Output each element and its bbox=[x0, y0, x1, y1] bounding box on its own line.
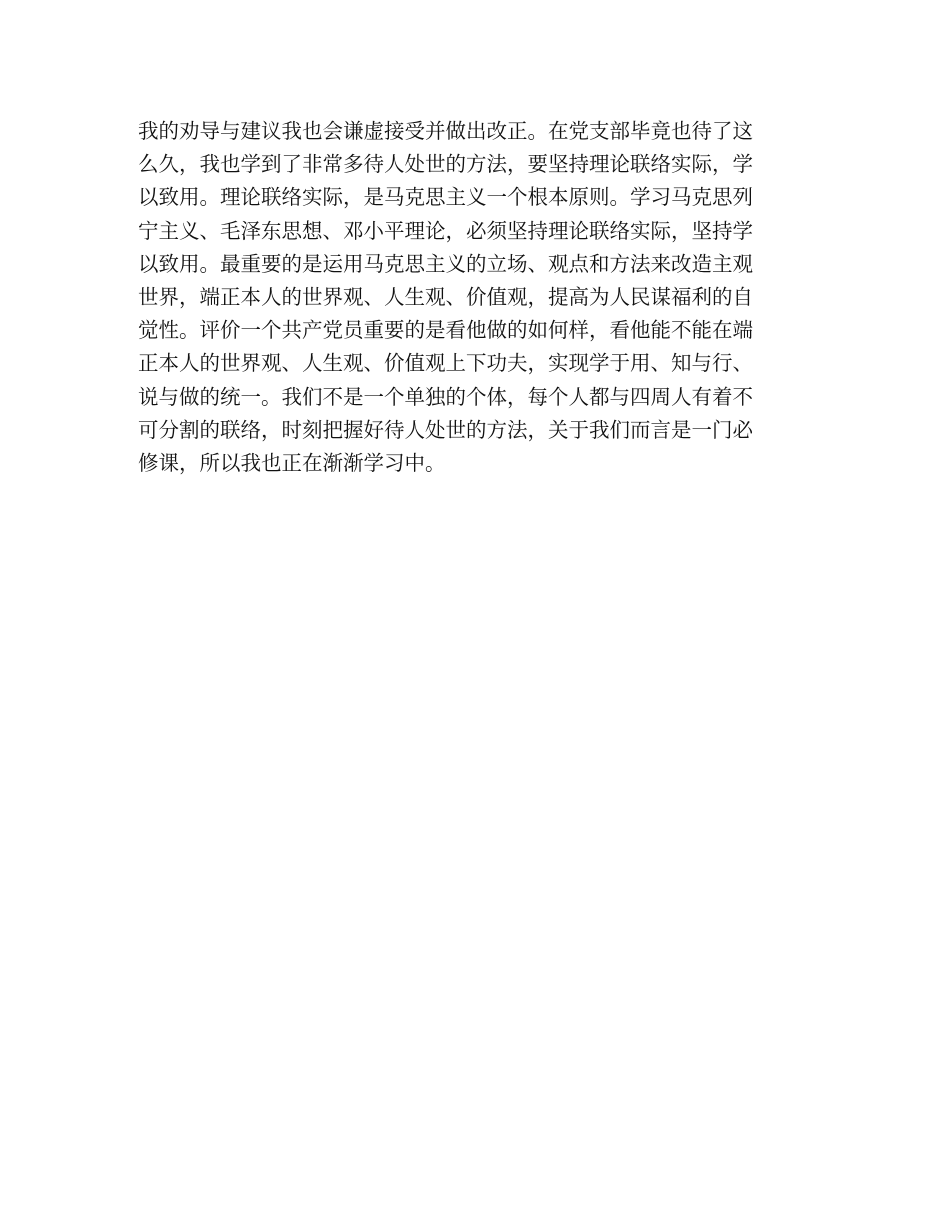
text-line: 以致用。理论联络实际，是马克思主义一个根本原则。学习马克思列 bbox=[138, 185, 753, 210]
text-line: 可分割的联络，时刻把握好待人处世的方法，关于我们而言是一门必 bbox=[138, 417, 753, 442]
text-line: 么久，我也学到了非常多待人处世的方法，要坚持理论联络实际，学 bbox=[138, 152, 753, 177]
text-line: 正本人的世界观、人生观、价值观上下功夫，实现学于用、知与行、 bbox=[138, 351, 753, 376]
body-paragraph bbox=[138, 115, 818, 480]
text-line: 我的劝导与建议我也会谦虚接受并做出改正。在党支部毕竟也待了这 bbox=[138, 119, 753, 143]
text-line: 说与做的统一。我们不是一个单独的个体，每个人都与四周人有着不 bbox=[138, 384, 753, 409]
text-line: 觉性。评价一个共产党员重要的是看他做的如何样，看他能不能在端 bbox=[138, 318, 753, 343]
text-line: 以致用。最重要的是运用马克思主义的立场、观点和方法来改造主观 bbox=[138, 251, 753, 276]
text-line: 修课，所以我也正在渐渐学习中。 bbox=[138, 451, 446, 476]
text-line: 宁主义、毛泽东思想、邓小平理论，必须坚持理论联络实际，坚持学 bbox=[138, 218, 753, 243]
text-line: 世界，端正本人的世界观、人生观、价值观，提高为人民谋福利的自 bbox=[138, 285, 753, 310]
